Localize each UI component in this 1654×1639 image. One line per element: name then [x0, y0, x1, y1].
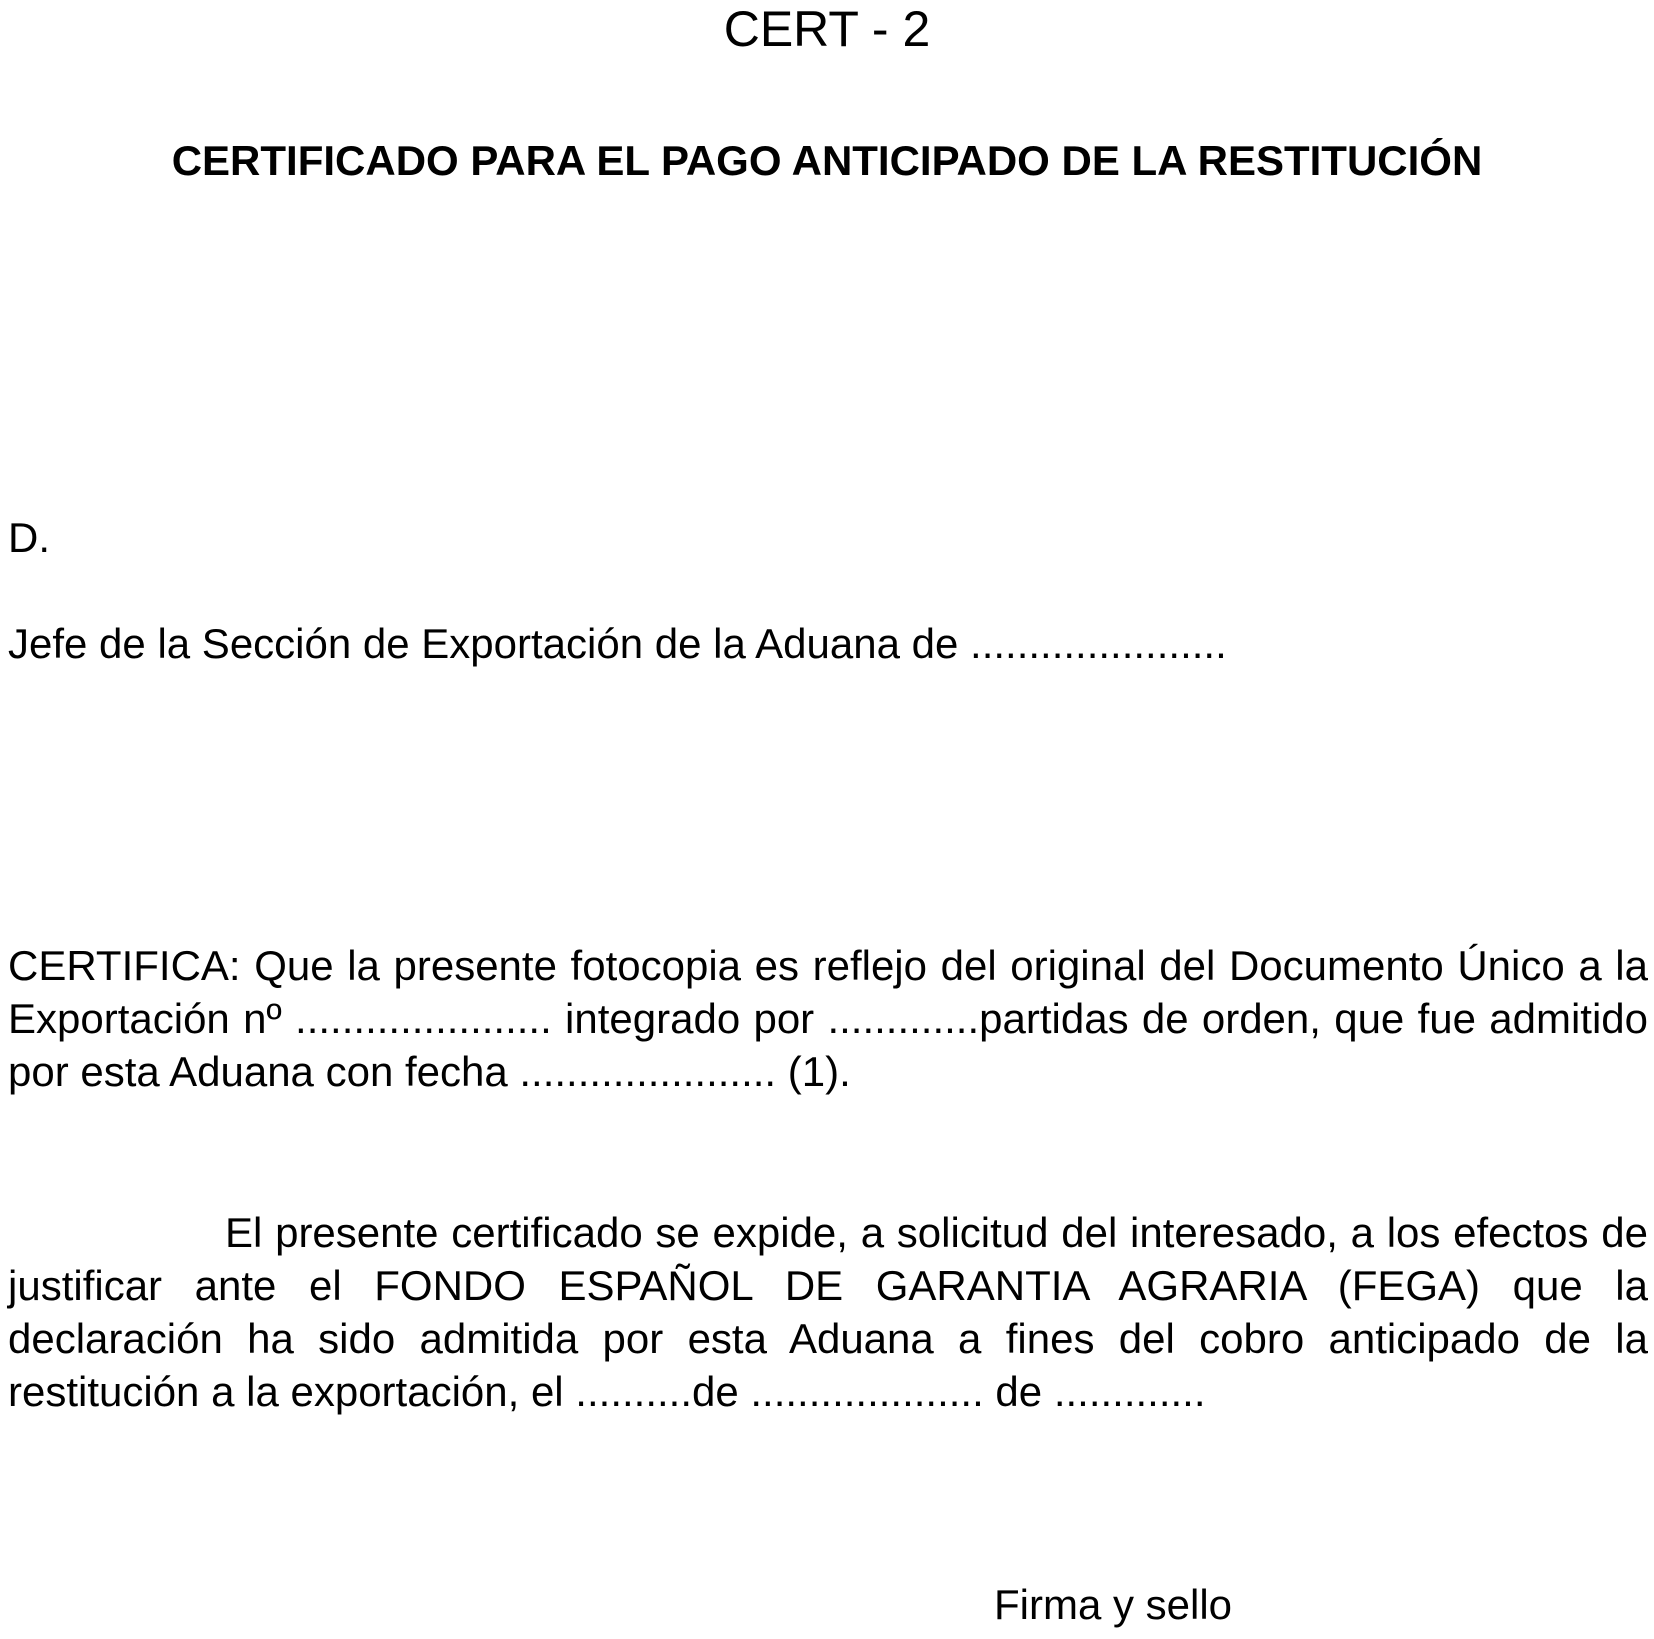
certifies-paragraph: CERTIFICA: Que la presente fotocopia es reflejo del original del Documento Único a la Exportación nº ...................... integrado por .............partidas de orden, que fue admitido por esta Aduana con fecha ...................... (1).: [8, 942, 1648, 1095]
position-line: Jefe de la Sección de Exportación de la Aduana de ......................: [8, 620, 1227, 667]
purpose-paragraph: El presente certificado se expide, a solicitud del interesado, a los efectos de justificar ante el FONDO ESPAÑOL DE GARANTIA AGRARIA (FEGA) que la declaración ha sido admitida por esta Aduana a fines del cobro anticipado de la restitución a la exportación, el ..........de .................... de .............: [8, 1209, 1648, 1415]
purpose-paragraph-block: [8, 1206, 1648, 1418]
salutation: D.: [8, 514, 50, 561]
document-title: CERTIFICADO PARA EL PAGO ANTICIPADO DE LA RESTITUCIÓN: [171, 137, 1483, 184]
document-code: CERT - 2: [723, 1, 931, 57]
signature-label: Firma y sello: [994, 1581, 1233, 1628]
